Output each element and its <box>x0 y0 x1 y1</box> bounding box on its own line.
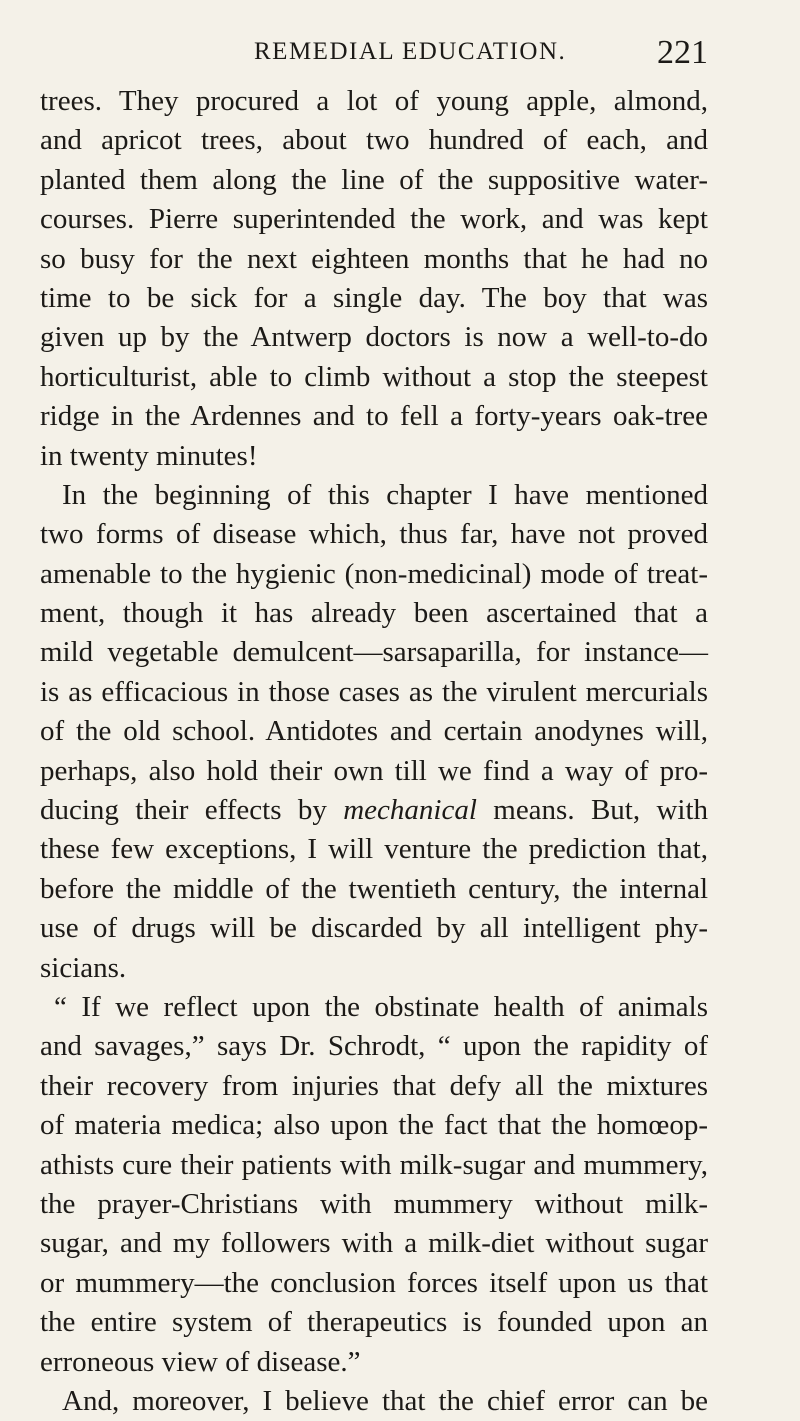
paragraph-start-line: In the beginning of this chapter I have mentioned <box>62 478 708 511</box>
text-line: their recovery from injuries that defy all the mixtures <box>40 1069 708 1102</box>
paragraph-end-line: erroneous view of disease.” <box>40 1345 361 1378</box>
text-line: before the middle of the twentieth century, the internal <box>40 872 708 905</box>
text-line: mild vegetable demulcent—sarsaparilla, for instance— <box>40 636 708 669</box>
text-line: the entire system of therapeutics is founded upon an <box>40 1306 708 1339</box>
page-number: 221 <box>657 34 708 71</box>
paragraph-end-line: sicians. <box>40 951 127 984</box>
paragraph-start-line: “ If we reflect upon the obstinate health of animals <box>54 990 708 1023</box>
paragraph-start-line: And, moreover, I believe that the chief error can be <box>62 1384 708 1417</box>
text-line: trees. They procured a lot of young apple, almond, <box>40 85 708 117</box>
text-line: time to be sick for a single day. The boy that was <box>40 281 708 314</box>
text-line: two forms of disease which, thus far, have not proved <box>40 518 708 551</box>
text-line: and apricot trees, about two hundred of each, and <box>40 124 708 157</box>
text-line: use of drugs will be discarded by all intelligent phy- <box>40 912 708 945</box>
line-text-before-italic: ducing their effects by <box>40 794 344 827</box>
text-line: so busy for the next eighteen months that he had no <box>40 242 708 275</box>
text-line: perhaps, also hold their own till we find a way of pro- <box>40 754 708 787</box>
italic-word: mechanical <box>343 794 477 827</box>
text-line: is as efficacious in those cases as the virulent mercurials <box>40 675 708 708</box>
text-line: and savages,” says Dr. Schrodt, “ upon the rapidity of <box>40 1030 708 1063</box>
text-line: these few exceptions, I will venture the prediction that, <box>40 833 708 866</box>
text-line: courses. Pierre superintended the work, and was kept <box>40 203 708 236</box>
running-head <box>40 34 708 74</box>
text-line: ridge in the Ardennes and to fell a forty-years oak-tree <box>40 400 708 433</box>
text-line: of materia medica; also upon the fact that the homœop- <box>40 1109 708 1142</box>
text-line: sugar, and my followers with a milk-diet without sugar <box>40 1227 708 1260</box>
text-line: ment, though it has already been ascertained that a <box>40 597 708 630</box>
paragraph-end-line: in twenty minutes! <box>40 439 258 472</box>
text-line: amenable to the hygienic (non-medicinal) mode of treat- <box>40 557 708 590</box>
text-line: or mummery—the conclusion forces itself upon us that <box>40 1266 708 1299</box>
text-line: of the old school. Antidotes and certain anodynes will, <box>40 715 708 748</box>
running-title: REMEDIAL EDUCATION. <box>254 38 567 65</box>
text-line: horticulturist, able to climb without a stop the steepest <box>40 360 708 393</box>
text-line: given up by the Antwerp doctors is now a well-to-do <box>40 321 708 354</box>
line-text-after-italic: means. But, with <box>476 794 709 827</box>
body-text <box>40 82 708 1421</box>
text-line: planted them along the line of the suppositive water- <box>40 163 708 196</box>
text-line: athists cure their patients with milk-sugar and mummery, <box>40 1148 708 1181</box>
text-line: the prayer-Christians with mummery without milk- <box>40 1187 708 1220</box>
text-line-with-italic <box>40 791 708 830</box>
